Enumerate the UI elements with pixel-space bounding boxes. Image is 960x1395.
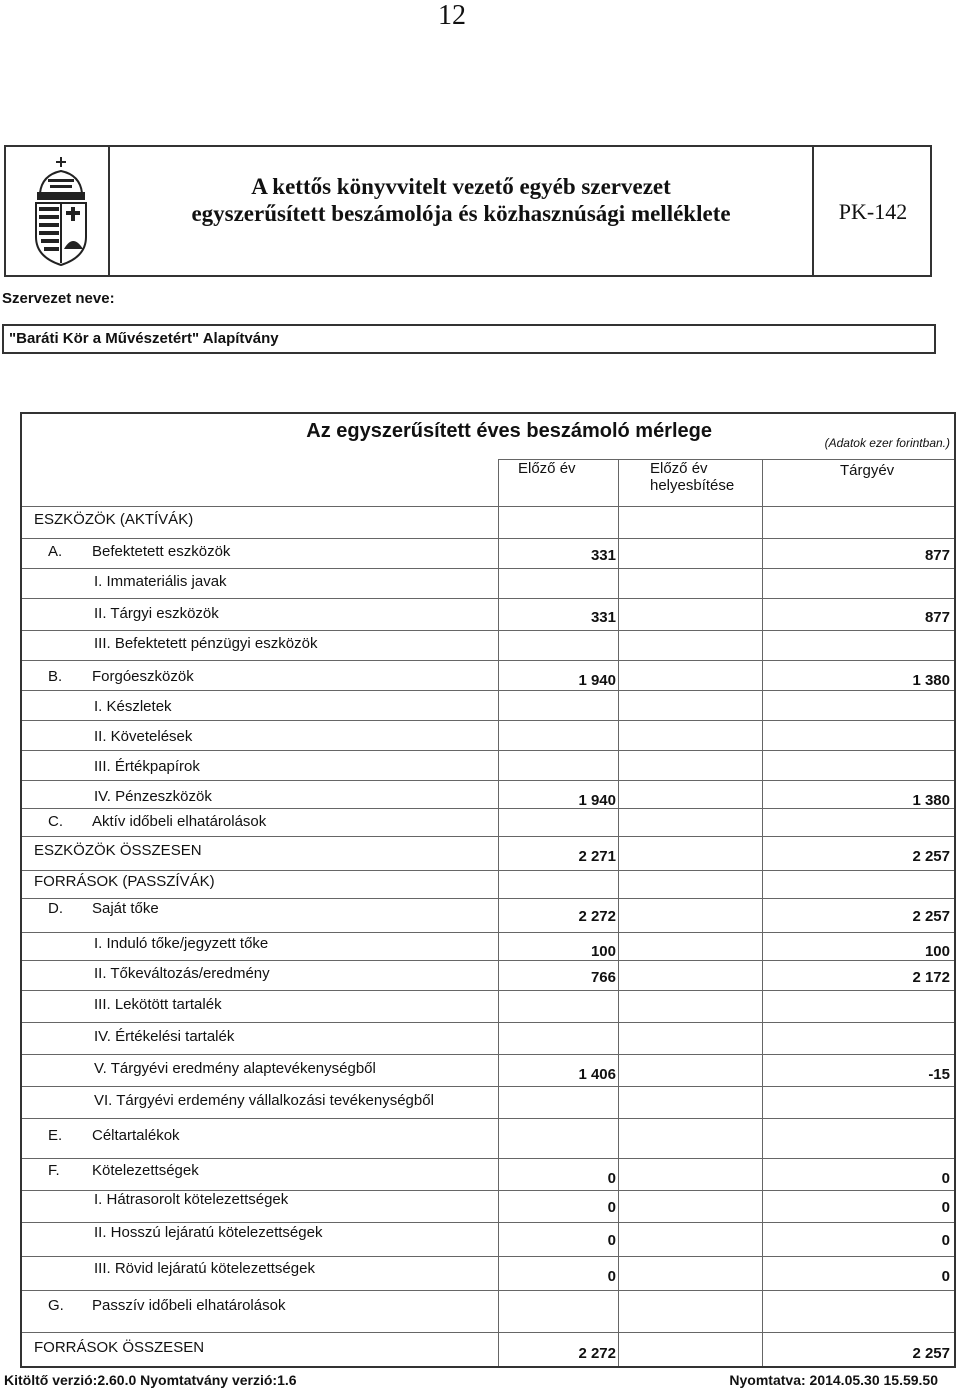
cell-previous-year: 2 271 — [578, 848, 616, 865]
cell-previous-year: 1 940 — [578, 792, 616, 809]
row-letter: E. — [48, 1127, 63, 1144]
cell-previous-year: 0 — [607, 1268, 616, 1285]
row-label: I. Hátrasorolt kötelezettségek — [94, 1191, 289, 1208]
form-title-line-1: A kettős könyvvitelt vezető egyéb szervezet — [251, 174, 671, 199]
row-label: III. Értékpapírok — [94, 758, 200, 775]
cell-previous-year: 331 — [590, 609, 616, 626]
cell-current-year: 2 172 — [912, 969, 950, 986]
cell-previous-year: 331 — [590, 547, 616, 564]
organization-label: Szervezet neve: — [2, 290, 115, 307]
footer-printed: Nyomtatva: 2014.05.30 15.59.50 — [729, 1372, 938, 1388]
cell-previous-year: 1 940 — [578, 672, 616, 689]
row-label: V. Tárgyévi eredmény alaptevékenységből — [94, 1060, 376, 1077]
cell-previous-year: 2 272 — [578, 1345, 616, 1362]
row-label: Forgóeszközök — [92, 668, 194, 685]
row-label: Céltartalékok — [92, 1127, 180, 1144]
coat-of-arms-icon — [28, 153, 94, 269]
row-label: III. Befektetett pénzügyi eszközök — [94, 635, 318, 652]
row-letter: C. — [48, 813, 63, 830]
column-header-current-year: Tárgyév — [840, 462, 895, 479]
row-label: Passzív időbeli elhatárolások — [92, 1297, 286, 1314]
row-label: Befektetett eszközök — [92, 543, 231, 560]
cell-current-year: 877 — [924, 547, 950, 564]
row-letter: G. — [48, 1297, 64, 1314]
cell-previous-year: 0 — [607, 1232, 616, 1249]
cell-previous-year: 0 — [607, 1199, 616, 1216]
section-heading: ESZKÖZÖK (AKTÍVÁK) — [34, 511, 194, 528]
balance-sheet-title: Az egyszerűsített éves beszámoló mérlege — [306, 420, 712, 442]
cell-current-year: 877 — [924, 609, 950, 626]
organization-name-field: "Baráti Kör a Művészetért" Alapítvány — [2, 324, 936, 354]
cell-current-year: 0 — [941, 1232, 950, 1249]
row-label: II. Követelések — [94, 728, 193, 745]
cell-previous-year: 0 — [607, 1170, 616, 1187]
page-number: 12 — [438, 0, 466, 31]
column-header-previous-year-correction: Előző év helyesbítése — [650, 460, 735, 494]
cell-previous-year: 2 272 — [578, 908, 616, 925]
row-letter: D. — [48, 900, 63, 917]
row-label: II. Hosszú lejáratú kötelezettségek — [94, 1224, 323, 1241]
form-title-line-2: egyszerűsített beszámolója és közhasznúsági melléklete — [191, 201, 731, 226]
row-label: II. Tőkeváltozás/eredmény — [94, 965, 270, 982]
row-label: Kötelezettségek — [92, 1162, 199, 1179]
row-label: I. Induló tőke/jegyzett tőke — [94, 935, 269, 952]
cell-current-year: 0 — [941, 1199, 950, 1216]
row-label: III. Lekötött tartalék — [94, 996, 222, 1013]
unit-note: (Adatok ezer forintban.) — [824, 436, 950, 450]
cell-current-year: 1 380 — [912, 792, 950, 809]
footer-version: Kitöltő verzió:2.60.0 Nyomtatvány verzió:1.6 — [4, 1372, 297, 1388]
section-heading: ESZKÖZÖK ÖSSZESEN — [34, 842, 202, 859]
cell-previous-year: 100 — [590, 943, 616, 960]
row-letter: A. — [48, 543, 63, 560]
row-label: II. Tárgyi eszközök — [94, 605, 219, 622]
row-label: IV. Pénzeszközök — [94, 788, 212, 805]
cell-current-year: 2 257 — [912, 908, 950, 925]
row-letter: F. — [48, 1162, 60, 1179]
row-label: III. Rövid lejáratú kötelezettségek — [94, 1260, 315, 1277]
cell-current-year: 100 — [924, 943, 950, 960]
cell-previous-year: 766 — [590, 969, 616, 986]
cell-previous-year: 1 406 — [578, 1066, 616, 1083]
form-code: PK-142 — [838, 199, 908, 224]
section-heading: FORRÁSOK ÖSSZESEN — [34, 1339, 205, 1356]
section-heading: FORRÁSOK (PASSZÍVÁK) — [34, 873, 215, 890]
row-label: Aktív időbeli elhatárolások — [92, 813, 267, 830]
row-label: IV. Értékelési tartalék — [94, 1028, 235, 1045]
row-label: Saját tőke — [92, 900, 159, 917]
cell-current-year: -15 — [928, 1066, 950, 1083]
cell-current-year: 1 380 — [912, 672, 950, 689]
cell-current-year: 0 — [941, 1170, 950, 1187]
cell-current-year: 0 — [941, 1268, 950, 1285]
balance-sheet-table — [20, 412, 956, 1368]
form-title — [110, 173, 812, 227]
row-label: I. Immateriális javak — [94, 573, 227, 590]
row-letter: B. — [48, 668, 63, 685]
cell-current-year: 2 257 — [912, 1345, 950, 1362]
cell-current-year: 2 257 — [912, 848, 950, 865]
row-label: I. Készletek — [94, 698, 172, 715]
column-header-previous-year: Előző év — [518, 460, 576, 477]
form-header — [4, 145, 932, 277]
row-label: VI. Tárgyévi erdemény vállalkozási tevékenységből — [94, 1092, 434, 1109]
